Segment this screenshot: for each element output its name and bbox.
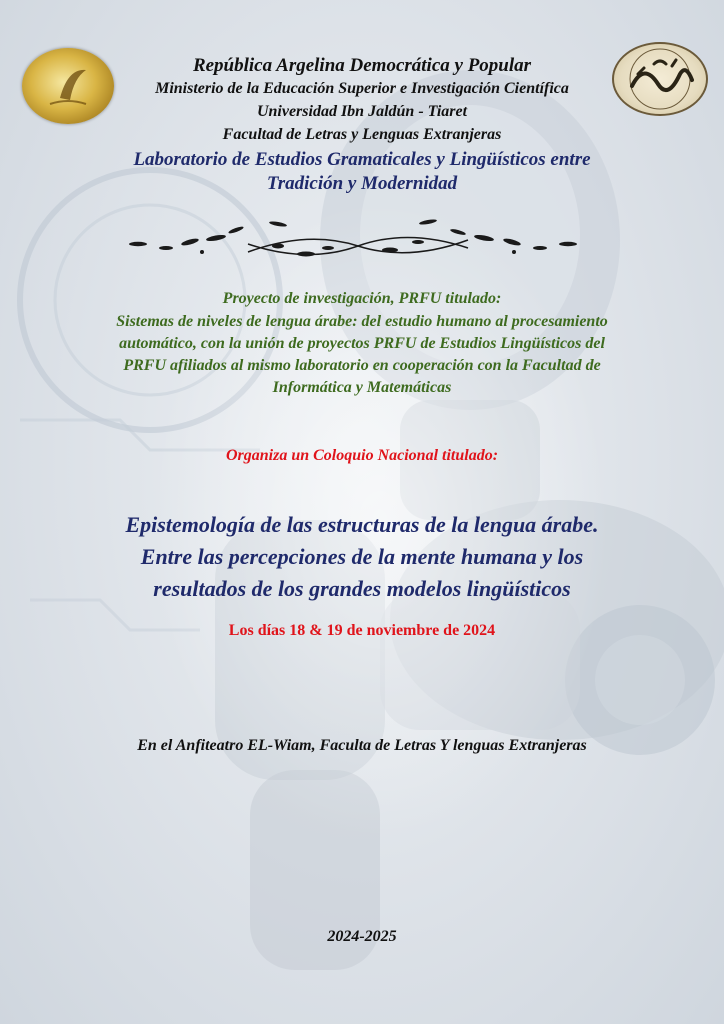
colloquium-title-line1: Epistemología de las estructuras de la lengua árabe. — [125, 512, 599, 537]
floral-divider-ornament — [128, 216, 588, 266]
project-description-line1: Sistemas de niveles de lengua árabe: del estudio humano al procesamiento — [116, 313, 608, 330]
event-venue: En el Anfiteatro EL-Wiam, Faculta de Letras Y lenguas Extranjeras — [137, 737, 587, 754]
project-description-line3: PRFU afiliados al mismo laboratorio en cooperación con la Facultad de — [123, 357, 601, 374]
project-heading: Proyecto de investigación, PRFU titulado: — [222, 290, 502, 307]
laboratory-name-line2: Tradición y Modernidad — [266, 173, 458, 194]
ministry-name: Ministerio de la Educación Superior e Investigación Científica — [155, 80, 569, 97]
university-name: Universidad Ibn Jaldún - Tiaret — [256, 103, 468, 120]
colloquium-title-line3: resultados de los grandes modelos lingüísticos — [153, 576, 571, 601]
faculty-name: Facultad de Letras y Lenguas Extranjeras — [222, 126, 502, 143]
project-description-line4: Informática y Matemáticas — [272, 379, 452, 396]
event-dates: Los días 18 & 19 de noviembre de 2024 — [228, 622, 496, 639]
country-name: República Argelina Democrática y Popular — [192, 55, 532, 76]
organizes-heading: Organiza un Coloquio Nacional titulado: — [225, 447, 499, 464]
project-description-line2: automático, con la unión de proyectos PRFU de Estudios Lingüísticos del — [119, 335, 605, 352]
colloquium-title-line2: Entre las percepciones de la mente humana y los — [140, 544, 584, 569]
academic-year: 2024-2025 — [327, 928, 397, 945]
laboratory-name-line1: Laboratorio de Estudios Gramaticales y Lingüísticos entre — [133, 149, 591, 170]
